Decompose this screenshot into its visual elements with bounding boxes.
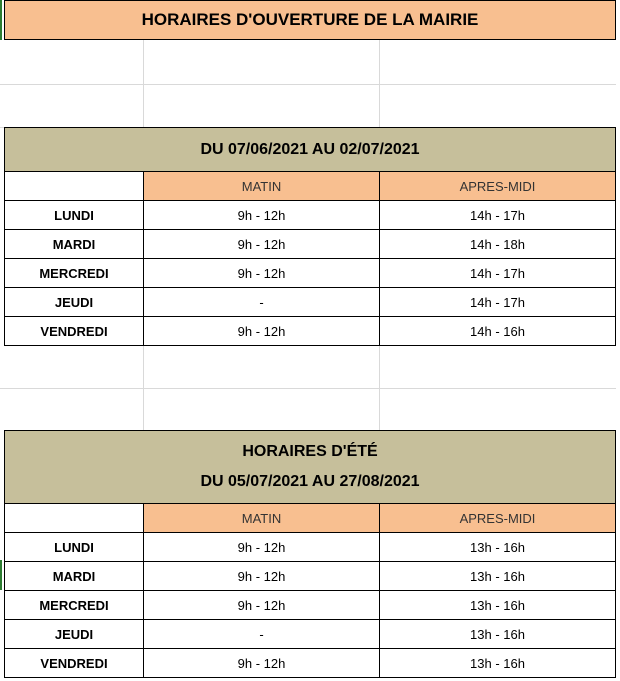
- period2-day-cell[interactable]: VENDREDI: [4, 648, 144, 678]
- period2-matin-cell[interactable]: 9h - 12h: [143, 561, 380, 591]
- period2-day-cell[interactable]: JEUDI: [4, 619, 144, 649]
- period1-matin-cell[interactable]: 9h - 12h: [143, 258, 380, 288]
- period2-apres-cell[interactable]: 13h - 16h: [379, 561, 616, 591]
- period1-apres-cell[interactable]: 14h - 17h: [379, 258, 616, 288]
- period2-matin-cell[interactable]: -: [143, 619, 380, 649]
- period1-apres-cell[interactable]: 14h - 17h: [379, 200, 616, 230]
- period1-day-cell[interactable]: MARDI: [4, 229, 144, 259]
- period2-apres-cell[interactable]: 13h - 16h: [379, 590, 616, 620]
- period1-day-cell[interactable]: VENDREDI: [4, 316, 144, 346]
- period2-apres-cell[interactable]: 13h - 16h: [379, 648, 616, 678]
- period2-col-matin: MATIN: [143, 503, 380, 533]
- period1-day-cell[interactable]: LUNDI: [4, 200, 144, 230]
- period1-matin-cell[interactable]: 9h - 12h: [143, 200, 380, 230]
- period1-col-matin: MATIN: [143, 171, 380, 201]
- period2-apres-cell[interactable]: 13h - 16h: [379, 619, 616, 649]
- period1-day-cell[interactable]: JEUDI: [4, 287, 144, 317]
- period1-day-cell[interactable]: MERCREDI: [4, 258, 144, 288]
- selection-marker: [0, 0, 2, 40]
- period1-corner-cell[interactable]: [4, 171, 144, 201]
- period2-corner-cell[interactable]: [4, 503, 144, 533]
- period2-label: HORAIRES D'ÉTÉ: [242, 443, 378, 460]
- period2-matin-cell[interactable]: 9h - 12h: [143, 532, 380, 562]
- page-title: HORAIRES D'OUVERTURE DE LA MAIRIE: [4, 0, 616, 40]
- period2-day-cell[interactable]: LUNDI: [4, 532, 144, 562]
- period1-matin-cell[interactable]: 9h - 12h: [143, 229, 380, 259]
- period1-col-apres-midi: APRES-MIDI: [379, 171, 616, 201]
- period2-matin-cell[interactable]: 9h - 12h: [143, 590, 380, 620]
- period2-apres-cell[interactable]: 13h - 16h: [379, 532, 616, 562]
- period1-range-header: DU 07/06/2021 AU 02/07/2021: [4, 127, 616, 172]
- period1-apres-cell[interactable]: 14h - 16h: [379, 316, 616, 346]
- selection-marker: [0, 560, 2, 590]
- period2-day-cell[interactable]: MARDI: [4, 561, 144, 591]
- period2-range: DU 05/07/2021 AU 27/08/2021: [200, 473, 420, 490]
- period2-matin-cell[interactable]: 9h - 12h: [143, 648, 380, 678]
- gridline: [0, 84, 616, 85]
- period1-matin-cell[interactable]: 9h - 12h: [143, 316, 380, 346]
- period2-day-cell[interactable]: MERCREDI: [4, 590, 144, 620]
- period1-apres-cell[interactable]: 14h - 17h: [379, 287, 616, 317]
- period1-apres-cell[interactable]: 14h - 18h: [379, 229, 616, 259]
- period2-col-apres-midi: APRES-MIDI: [379, 503, 616, 533]
- gridline: [0, 388, 616, 389]
- period1-matin-cell[interactable]: -: [143, 287, 380, 317]
- period2-header: [4, 430, 616, 504]
